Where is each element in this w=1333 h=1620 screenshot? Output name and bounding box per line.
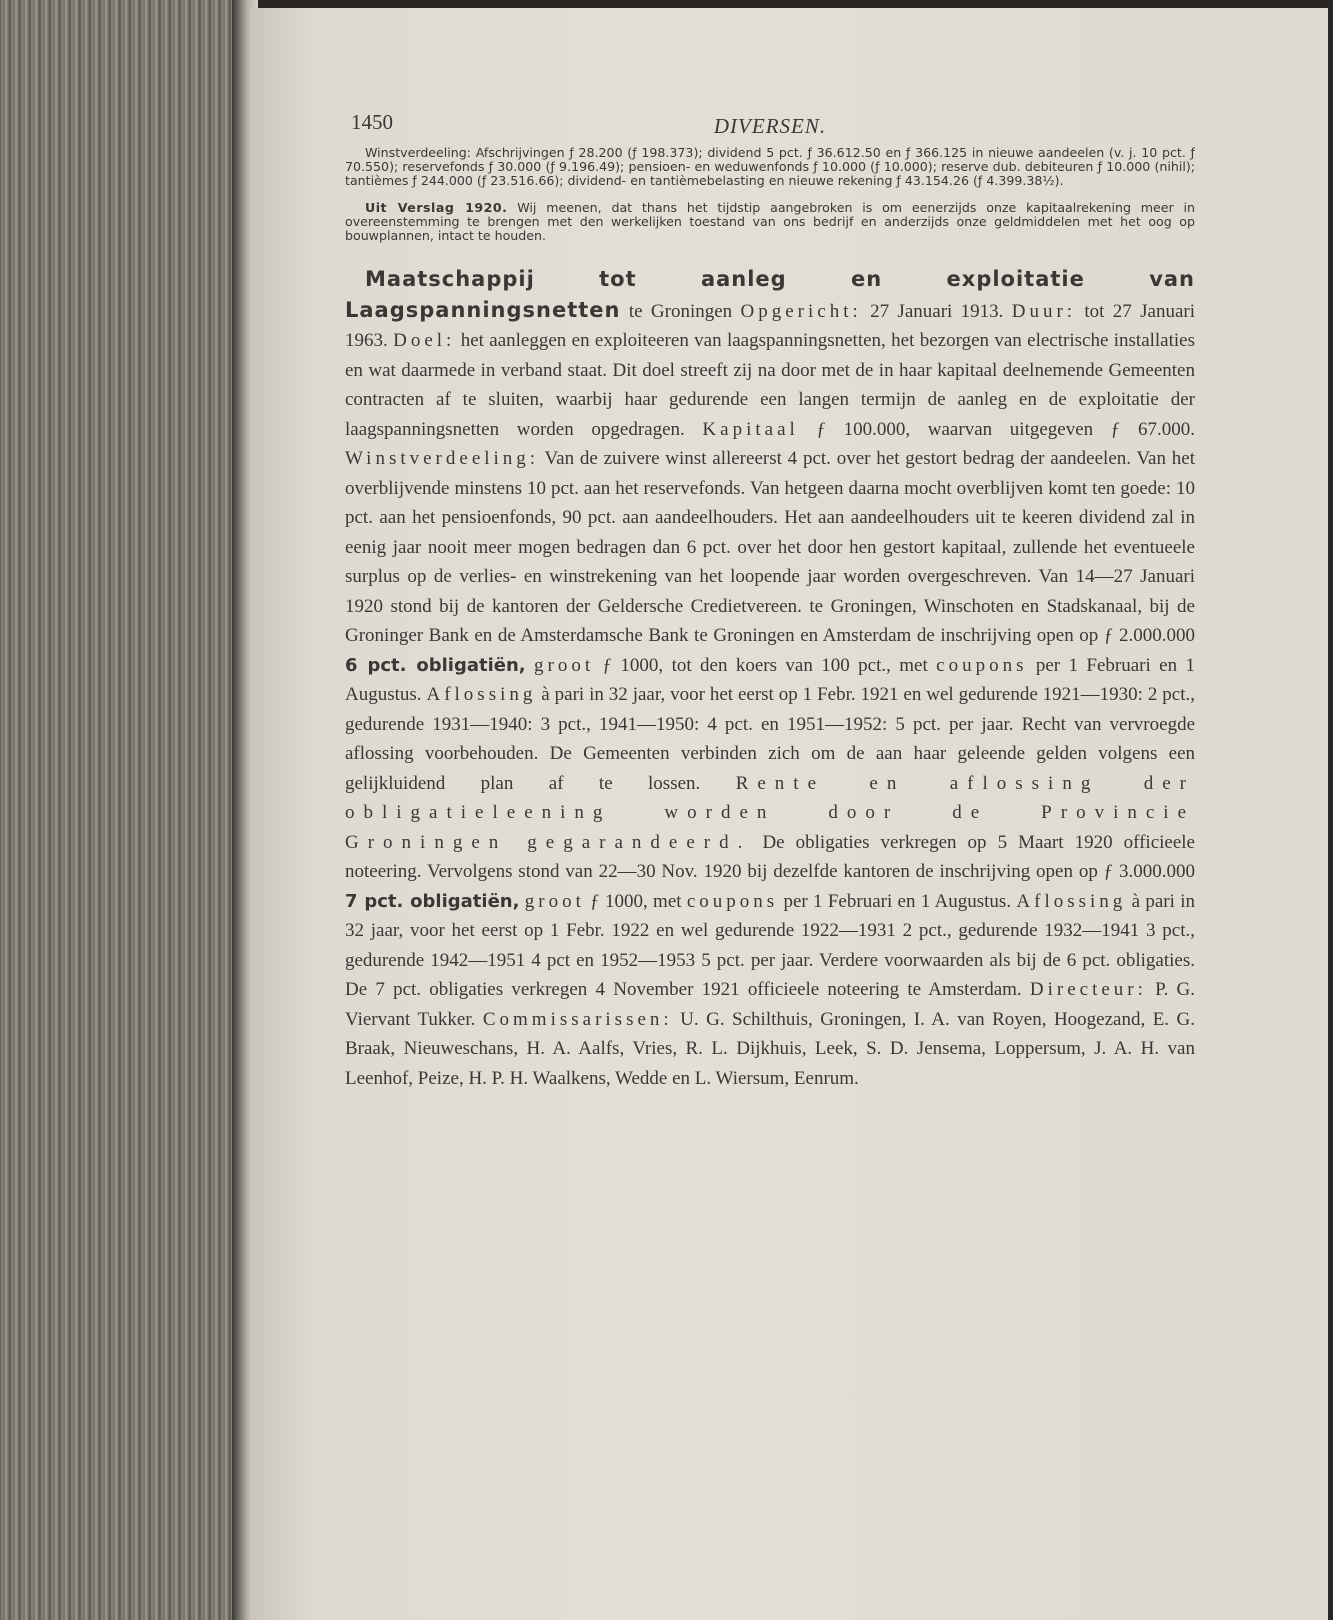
entry-text: [526, 655, 534, 676]
company-entry: [345, 265, 1195, 1093]
coupons-label: coupons: [686, 890, 779, 912]
entry-text: het aanleggen en exploiteeren van laagspanningsnetten, het bezorgen van electrische installaties en wat daarmede in verband staat. Dit doel streeft zij na door met de in haar kapitaal deelnemende Gemeenten contracten af te sluiten, waarbij haar gedurende een langen termijn de aanleg en de exploitatie der laagspanningsnetten worden opgedragen.: [345, 330, 1195, 440]
commissarissen-label: Commissarissen:: [482, 1008, 673, 1030]
doel-label: Doel:: [393, 330, 456, 352]
entry-text: Van de zuivere winst allereerst 4 pct. over het gestort bedrag der aandeelen. Van het overblijvende minstens 10 pct. aan het reservefonds. Van hetgeen daarna mocht overblijven komt ten goede: 10 pct. aan het pensioenfonds, 90 pct. aan aandeelhouders. Het aan aandeelhouders uit te keeren dividend zal in eenig jaar nooit meer mogen bedragen dan 6 pct. over het door hen gestort kapitaal, zullende het eventueele surplus op de verlies- en winstrekening van het loopende jaar worden overgeschreven. Van 14—27 Januari 1920 stond bij de kantoren der Geldersche Credietvereen. te Groningen, Winschoten en Stadskanaal, bij de Groninger Bank en de Amsterdamsche Bank te Groningen en Amsterdam de inschrijving open op ƒ 2.000.000: [345, 448, 1195, 647]
entry-text: à pari in 32 jaar, voor het eerst op 1 Febr. 1922 en wel gedurende 1922—1931 2 pct., gedurende 1932—1941 3 pct., gedurende 1942—1951 4 pct en 1952—1953 5 pct. per jaar. Verdere voorwaarden als bij de 6 pct. obligaties. De 7 pct. obligaties verkregen 4 November 1921 officieele noteering te Amsterdam.: [345, 890, 1195, 1001]
aflossing-label: Aflossing: [426, 684, 537, 706]
aflossing-label: Aflossing: [1016, 890, 1127, 912]
entry-text: U. G. Schilthuis, Groningen, I. A. van Royen, Hoogezand, E. G. Braak, Nieuweschans, H. A. Aalfs, Vries, R. L. Dijkhuis, Leek, S. D. Jensema, Loppersum, J. A. H. van Leenhof, Peize, H. P. H. Waalkens, Wedde en L. Wiersum, Eenrum.: [345, 1008, 1195, 1089]
opgericht-label: Opgericht:: [740, 300, 862, 322]
groot-label: groot: [534, 654, 595, 676]
bond-6pct: 6 pct. obligatiën,: [345, 654, 526, 676]
page-content: [345, 110, 1195, 1093]
book-page-edges: [0, 0, 245, 1620]
entry-text: De obligaties verkregen op 5 Maart 1920 officieele noteering. Vervolgens stond van 22—30 Nov. 1920 bij dezelfde kantoren de inschrijving open op ƒ 3.000.000: [345, 831, 1195, 883]
entry-text: ƒ 1000, met: [584, 890, 687, 912]
kapitaal-label: Kapitaal: [702, 418, 799, 440]
winstverdeeling-label: Winstverdeeling:: [345, 448, 540, 470]
page-header: DIVERSEN.: [713, 114, 827, 138]
entry-text: ƒ 1000, tot den koers van 100 pct., met: [594, 654, 937, 676]
entry-text: tot 27 Januari 1963.: [345, 300, 1195, 352]
entry-text: te Groningen: [620, 300, 741, 322]
guarantee-text: Rente en aflossing der obligatieleening worden door de Provincie Groningen gegarandeerd.: [345, 772, 1195, 853]
entry-text: P. G. Viervant Tukker.: [345, 979, 1195, 1030]
company-name: Maatschappij tot aanleg en exploitatie van Laagspanningsnetten: [345, 267, 1195, 322]
book-page: [250, 8, 1328, 1620]
verslag-lead: Uit Verslag 1920.: [365, 199, 508, 215]
verslag-text: Wij meenen, dat thans het tijdstip aangebroken is om eenerzijds onze kapitaalrekening meer in overeenstemming te brengen met den werkelijken toestand van ons bedrijf en anderzijds onze geldmiddelen met het oog op bouwplannen, intact te houden.: [345, 199, 1195, 244]
coupons-label: coupons: [936, 654, 1028, 676]
directeur-label: Directeur:: [1029, 979, 1147, 1001]
page-number: 1450: [351, 110, 393, 134]
groot-label: groot: [524, 890, 585, 912]
running-head: [345, 110, 1195, 146]
winstverdeeling-paragraph: Winstverdeeling: Afschrijvingen ƒ 28.200 (ƒ 198.373); dividend 5 pct. ƒ 36.612.50 en ƒ 366.125 in nieuwe aandeelen (v. j. 10 pct. ƒ 70.550); reservefonds ƒ 30.000 (ƒ 9.196.49); pensioen- en weduwenfonds ƒ 10.000 (ƒ 10.000); reserve dub. debiteuren ƒ 10.000 (nihil); tantièmes ƒ 244.000 (ƒ 23.516.66); dividend- en tantièmebelasting en nieuwe rekening ƒ 43.154.26 (ƒ 4.399.38½).: [345, 145, 1195, 189]
bond-7pct: 7 pct. obligatiën,: [345, 890, 520, 912]
entry-text: per 1 Februari en 1 Augustus.: [345, 654, 1196, 706]
entry-text: à pari in 32 jaar, voor het eerst op 1 Febr. 1921 en wel gedurende 1921—1930: 2 pct., gedurende 1931—1940: 3 pct., 1941—1950: 4 pct. en 1951—1952: 5 pct. per jaar. Recht van vervroegde aflossing voorbehouden. De Gemeenten verbinden zich om de aan haar geleende gelden volgens een gelijkluidend plan af te lossen.: [345, 684, 1195, 794]
verslag-paragraph: [345, 201, 1195, 244]
entry-text: ƒ 100.000, waarvan uitgegeven ƒ 67.000.: [798, 418, 1195, 440]
entry-text: 27 Januari 1913.: [861, 300, 1012, 322]
entry-text: per 1 Februari en 1 Augustus.: [778, 890, 1017, 912]
duur-label: Duur:: [1011, 300, 1077, 322]
